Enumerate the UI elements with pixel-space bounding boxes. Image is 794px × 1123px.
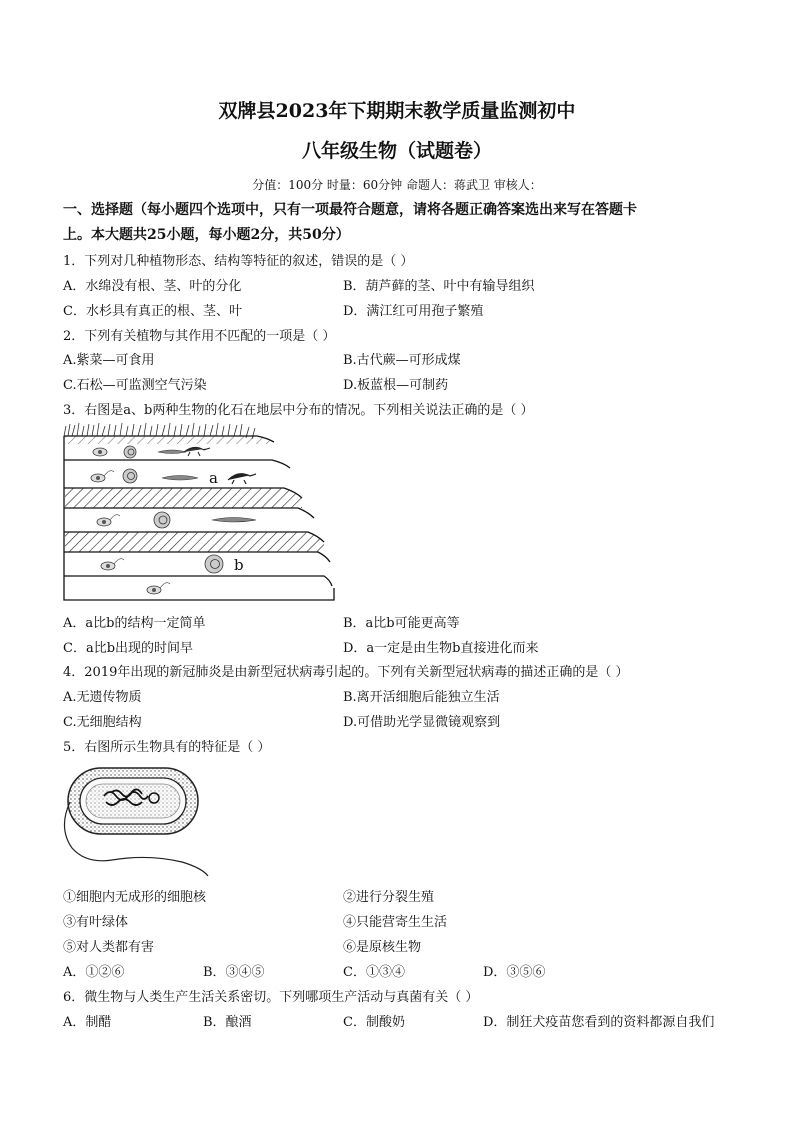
fossil-shell-icon <box>91 471 114 482</box>
question-3-option-d[interactable]: D．a一定是由生物b直接进化而来 <box>343 641 539 656</box>
question-3-option-b[interactable]: B．a比b可能更高等 <box>343 616 460 631</box>
question-5-item-1: ①细胞内无成形的细胞核 <box>63 890 207 905</box>
ammonite-icon <box>205 555 223 573</box>
question-2-option-a[interactable]: A.紫菜—可食用 <box>63 353 155 368</box>
question-1-option-c[interactable]: C．水杉具有真正的根、茎、叶 <box>63 304 242 319</box>
fossil-label-b: b <box>234 556 244 574</box>
hatched-layer <box>65 488 302 508</box>
question-5-item-4: ④只能营寄生生活 <box>343 915 448 930</box>
fossil-shell-icon <box>93 448 107 456</box>
fossil-shell-icon <box>97 515 120 526</box>
fossil-shell-icon <box>147 583 170 594</box>
question-6-option-b[interactable]: B．酿酒 <box>203 1015 252 1030</box>
bacterium-icon <box>64 768 208 876</box>
fish-fossil-icon <box>212 518 256 523</box>
question-6-option-a[interactable]: A．制醋 <box>63 1015 112 1030</box>
question-5-item-5: ⑤对人类都有害 <box>63 940 155 955</box>
question-1-option-d[interactable]: D．满江红可用孢子繁殖 <box>343 304 484 319</box>
question-1-option-b[interactable]: B．葫芦藓的茎、叶中有输导组织 <box>343 279 535 294</box>
question-4-option-b[interactable]: B.离开活细胞后能独立生活 <box>343 690 500 705</box>
question-2-stem: 2．下列有关植物与其作用不匹配的一项是（ ） <box>63 329 336 344</box>
fish-fossil-icon <box>162 476 198 481</box>
exam-meta: 分值：100分 时量：60分钟 命题人：蒋武卫 审核人： <box>252 178 542 192</box>
amphibian-fossil-icon <box>184 447 210 456</box>
question-2-option-b[interactable]: B.古代蕨—可形成煤 <box>343 353 461 368</box>
question-3-stem: 3．右图是a、b两种生物的化石在地层中分布的情况。下列相关说法正确的是（ ） <box>63 403 534 418</box>
question-4-stem: 4．2019年出现的新冠肺炎是由新型冠状病毒引起的。下列有关新型冠状病毒的描述正确的是（ ） <box>63 665 629 680</box>
fossil-shell-icon <box>101 559 124 570</box>
ammonite-icon <box>154 512 170 528</box>
section-heading-cont: 上。本大题共25小题，每小题2分，共50分） <box>63 227 350 243</box>
question-4-option-c[interactable]: C.无细胞结构 <box>63 715 142 730</box>
bacterium-figure <box>62 758 214 880</box>
ammonite-icon <box>124 446 136 458</box>
question-3-option-a[interactable]: A．a比b的结构一定简单 <box>63 616 206 631</box>
fossil-label-a: a <box>209 469 218 487</box>
question-5-option-b[interactable]: B．③④⑤ <box>203 965 265 980</box>
section-heading: 一、选择题（每小题四个选项中，只有一项最符合题意，请将各题正确答案选出来写在答题卡 <box>63 202 637 218</box>
question-1-option-a[interactable]: A．水绵没有根、茎、叶的分化 <box>63 279 242 294</box>
amphibian-fossil-icon <box>228 474 256 484</box>
question-5-item-6: ⑥是原核生物 <box>343 940 422 955</box>
question-4-option-d[interactable]: D.可借助光学显微镜观察到 <box>343 715 501 730</box>
question-3-option-c[interactable]: C．a比b出现的时间早 <box>63 641 194 656</box>
question-5-option-d[interactable]: D．③⑤⑥ <box>483 965 546 980</box>
question-2-option-c[interactable]: C.石松—可监测空气污染 <box>63 378 207 393</box>
page-subtitle: 八年级生物（试题卷） <box>301 140 492 162</box>
question-5-stem: 5．右图所示生物具有的特征是（ ） <box>63 740 271 755</box>
question-6-option-d[interactable]: D．制狂犬疫苗您看到的资料都源自我们 <box>483 1015 715 1030</box>
question-5-item-2: ②进行分裂生殖 <box>343 890 435 905</box>
page-title: 双牌县2023年下期期末教学质量监测初中 <box>218 100 576 122</box>
question-2-option-d[interactable]: D.板蓝根—可制药 <box>343 378 449 393</box>
question-4-option-a[interactable]: A.无遗传物质 <box>63 690 142 705</box>
question-1-stem: 1．下列对几种植物形态、结构等特征的叙述，错误的是（ ） <box>63 254 414 269</box>
question-5-option-a[interactable]: A．①②⑥ <box>63 965 125 980</box>
hatched-layer <box>65 532 324 552</box>
question-5-item-3: ③有叶绿体 <box>63 915 129 930</box>
question-6-option-c[interactable]: C．制酸奶 <box>343 1015 405 1030</box>
fish-fossil-icon <box>158 450 186 454</box>
question-5-option-c[interactable]: C．①③④ <box>343 965 405 980</box>
fossil-strata-figure <box>62 420 338 602</box>
question-6-stem: 6．微生物与人类生产生活关系密切。下列哪项生产活动与真菌有关（ ） <box>63 990 479 1005</box>
ammonite-icon <box>123 469 137 483</box>
